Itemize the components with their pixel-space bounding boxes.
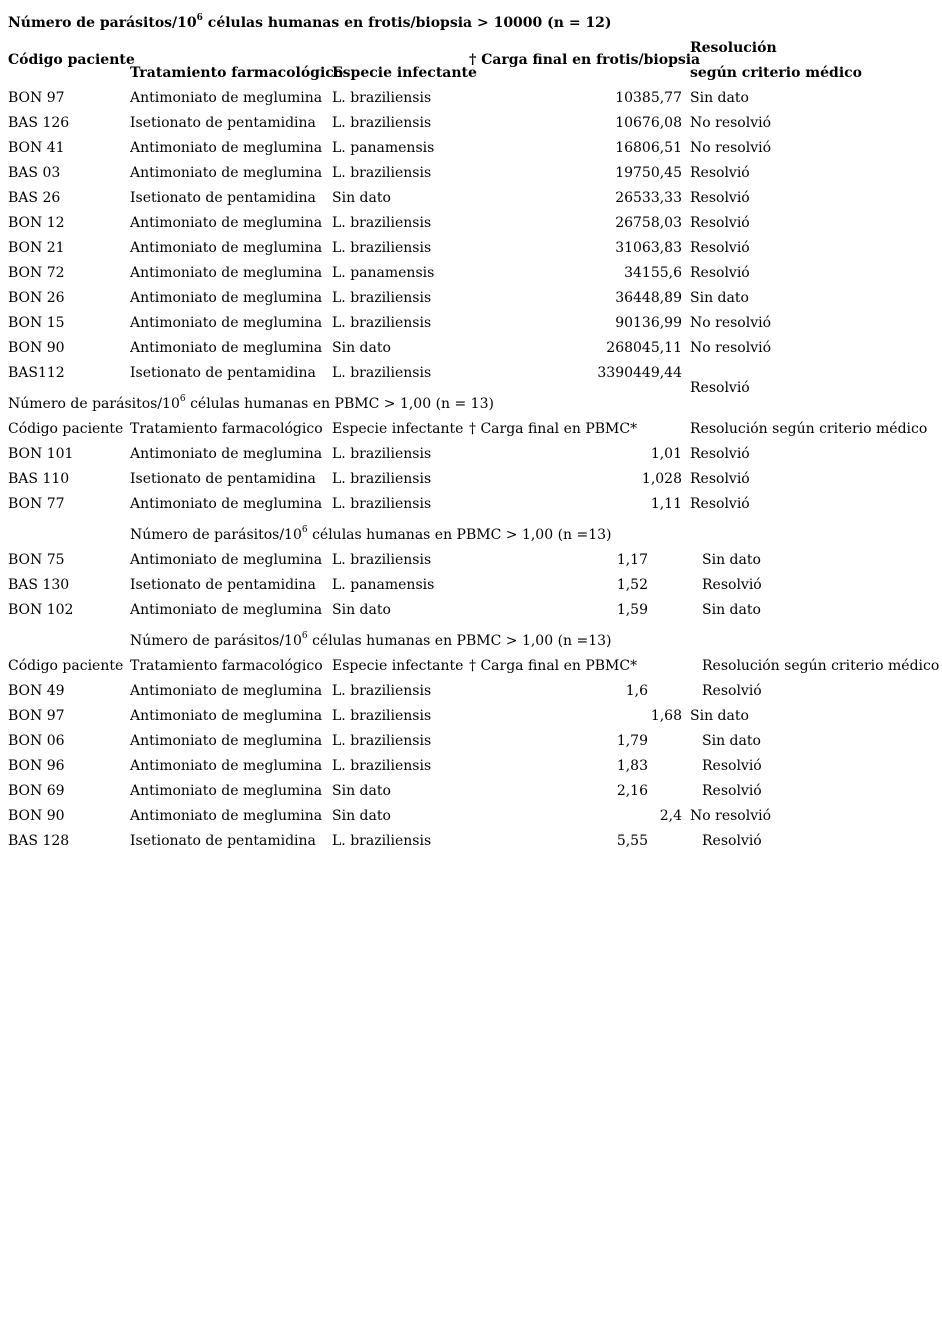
cell-especie: L. panamensis	[332, 577, 435, 593]
cell-tratamiento: Isetionato de pentamidina	[130, 577, 316, 593]
header-resolucion: Resolución según criterio médico	[702, 658, 940, 674]
cell-especie: L. braziliensis	[332, 315, 432, 331]
cell-tratamiento: Antimoniato de meglumina	[130, 165, 323, 181]
cell-codigo: BON 72	[8, 265, 65, 281]
cell-resolucion: No resolvió	[690, 808, 772, 824]
header-tratamiento: Tratamiento farmacológico	[130, 658, 323, 674]
cell-carga: 1,028	[641, 471, 682, 487]
cell-especie: L. panamensis	[332, 265, 435, 281]
cell-tratamiento: Antimoniato de meglumina	[130, 496, 323, 512]
cell-carga: 2,16	[616, 783, 648, 799]
cell-carga: 90136,99	[615, 315, 682, 331]
cell-resolucion: Sin dato	[702, 552, 761, 568]
cell-especie: L. braziliensis	[332, 758, 432, 774]
cell-resolucion: Sin dato	[690, 290, 749, 306]
cell-carga: 36448,89	[615, 290, 682, 306]
header-tratamiento: Tratamiento farmacológico	[130, 65, 344, 81]
cell-carga: 26533,33	[615, 190, 682, 206]
cell-especie: Sin dato	[332, 808, 391, 824]
cell-carga: 1,01	[650, 446, 682, 462]
cell-carga: 31063,83	[615, 240, 682, 256]
cell-carga: 3390449,44	[597, 365, 682, 381]
cell-resolucion: Resolvió	[690, 190, 750, 206]
cell-carga: 10385,77	[615, 90, 682, 106]
cell-codigo: BON 06	[8, 733, 65, 749]
cell-resolucion: Resolvió	[702, 783, 762, 799]
cell-codigo: BON 69	[8, 783, 65, 799]
cell-especie: L. braziliensis	[332, 165, 432, 181]
cell-codigo: BAS 110	[8, 471, 70, 487]
cell-carga: 19750,45	[615, 165, 682, 181]
section-title-pbmc: Número de parásitos/$10^6$ células humanas en PBMC > 1,00 (n = 13)	[8, 394, 494, 412]
cell-resolucion: Resolvió	[690, 215, 750, 231]
section-title-pbmc: Número de parásitos/$10^6$ células humanas en PBMC > 1,00 (n =13)	[130, 631, 612, 649]
cell-codigo: BON 41	[8, 140, 65, 156]
cell-especie: Sin dato	[332, 190, 391, 206]
cell-codigo: BAS 130	[8, 577, 70, 593]
header-especie: Especie infectante	[332, 421, 464, 437]
cell-carga: 5,55	[616, 833, 648, 849]
cell-tratamiento: Antimoniato de meglumina	[130, 140, 323, 156]
header-codigo-paciente: Código paciente	[8, 52, 135, 68]
header-resolucion: Resolución según criterio médico	[690, 421, 928, 437]
cell-tratamiento: Antimoniato de meglumina	[130, 265, 323, 281]
cell-especie: L. braziliensis	[332, 733, 432, 749]
cell-codigo: BON 97	[8, 708, 65, 724]
cell-carga: 1,68	[650, 708, 682, 724]
cell-tratamiento: Antimoniato de meglumina	[130, 240, 323, 256]
cell-resolucion: Resolvió	[690, 240, 750, 256]
cell-codigo: BAS 126	[8, 115, 70, 131]
section-title-pbmc: Número de parásitos/$10^6$ células humanas en PBMC > 1,00 (n =13)	[130, 525, 612, 543]
cell-carga: 1,83	[616, 758, 648, 774]
cell-especie: Sin dato	[332, 340, 391, 356]
header-tratamiento: Tratamiento farmacológico	[130, 421, 323, 437]
cell-resolucion: Sin dato	[690, 708, 749, 724]
cell-codigo: BON 90	[8, 808, 65, 824]
cell-tratamiento: Antimoniato de meglumina	[130, 290, 323, 306]
cell-tratamiento: Antimoniato de meglumina	[130, 683, 323, 699]
cell-carga: 268045,11	[606, 340, 682, 356]
cell-tratamiento: Antimoniato de meglumina	[130, 783, 323, 799]
cell-resolucion: No resolvió	[690, 140, 772, 156]
cell-carga: 16806,51	[615, 140, 682, 156]
cell-resolucion: Resolvió	[690, 471, 750, 487]
cell-codigo: BON 101	[8, 446, 74, 462]
cell-resolucion: Resolvió	[690, 496, 750, 512]
cell-especie: L. braziliensis	[332, 240, 432, 256]
cell-resolucion: Resolvió	[690, 380, 750, 396]
section-title-frotis: Número de parásitos/$10^6$ células humanas en frotis/biopsia > 10000 (n = 12)	[8, 13, 612, 31]
cell-resolucion: Resolvió	[702, 833, 762, 849]
header-especie: Especie infectante	[332, 658, 464, 674]
cell-carga: 10676,08	[615, 115, 682, 131]
cell-especie: L. panamensis	[332, 140, 435, 156]
cell-resolucion: No resolvió	[690, 115, 772, 131]
cell-tratamiento: Isetionato de pentamidina	[130, 115, 316, 131]
cell-codigo: BON 49	[8, 683, 65, 699]
header-carga-final: † Carga final en PBMC*	[469, 658, 638, 674]
cell-codigo: BON 102	[8, 602, 74, 618]
cell-tratamiento: Antimoniato de meglumina	[130, 315, 323, 331]
cell-especie: L. braziliensis	[332, 365, 432, 381]
cell-resolucion: Resolvió	[690, 165, 750, 181]
cell-codigo: BAS 128	[8, 833, 70, 849]
cell-resolucion: No resolvió	[690, 340, 772, 356]
cell-tratamiento: Antimoniato de meglumina	[130, 90, 323, 106]
cell-carga: 2,4	[659, 808, 682, 824]
cell-especie: L. braziliensis	[332, 683, 432, 699]
cell-especie: L. braziliensis	[332, 90, 432, 106]
cell-especie: L. braziliensis	[332, 471, 432, 487]
cell-codigo: BON 26	[8, 290, 65, 306]
cell-carga: 1,17	[616, 552, 648, 568]
cell-especie: L. braziliensis	[332, 552, 432, 568]
cell-resolucion: Sin dato	[702, 733, 761, 749]
cell-especie: L. braziliensis	[332, 446, 432, 462]
cell-carga: 1,11	[650, 496, 682, 512]
header-codigo-paciente: Código paciente	[8, 658, 124, 674]
cell-codigo: BON 97	[8, 90, 65, 106]
cell-especie: L. braziliensis	[332, 833, 432, 849]
cell-tratamiento: Antimoniato de meglumina	[130, 215, 323, 231]
cell-codigo: BON 21	[8, 240, 65, 256]
cell-carga: 34155,6	[624, 265, 682, 281]
cell-especie: Sin dato	[332, 602, 391, 618]
cell-resolucion: Resolvió	[702, 683, 762, 699]
cell-especie: L. braziliensis	[332, 708, 432, 724]
cell-resolucion: Resolvió	[702, 577, 762, 593]
cell-resolucion: Resolvió	[690, 265, 750, 281]
cell-codigo: BON 90	[8, 340, 65, 356]
cell-especie: Sin dato	[332, 783, 391, 799]
cell-tratamiento: Isetionato de pentamidina	[130, 365, 316, 381]
cell-tratamiento: Isetionato de pentamidina	[130, 190, 316, 206]
cell-tratamiento: Antimoniato de meglumina	[130, 602, 323, 618]
cell-codigo: BON 15	[8, 315, 65, 331]
cell-carga: 26758,03	[615, 215, 682, 231]
cell-carga: 1,52	[616, 577, 648, 593]
header-resolucion-line1: Resolución	[690, 40, 777, 56]
cell-tratamiento: Antimoniato de meglumina	[130, 808, 323, 824]
cell-resolucion: Resolvió	[690, 446, 750, 462]
cell-tratamiento: Antimoniato de meglumina	[130, 340, 323, 356]
cell-resolucion: No resolvió	[690, 315, 772, 331]
cell-carga: 1,6	[625, 683, 648, 699]
cell-especie: L. braziliensis	[332, 496, 432, 512]
cell-tratamiento: Antimoniato de meglumina	[130, 733, 323, 749]
cell-tratamiento: Antimoniato de meglumina	[130, 758, 323, 774]
cell-resolucion: Resolvió	[702, 758, 762, 774]
header-especie: Especie infectante	[332, 65, 477, 81]
cell-codigo: BAS112	[8, 365, 65, 381]
cell-tratamiento: Antimoniato de meglumina	[130, 552, 323, 568]
cell-tratamiento: Isetionato de pentamidina	[130, 833, 316, 849]
cell-especie: L. braziliensis	[332, 290, 432, 306]
cell-codigo: BAS 03	[8, 165, 61, 181]
header-carga-final: † Carga final en frotis/biopsia	[469, 52, 701, 68]
cell-codigo: BON 77	[8, 496, 65, 512]
cell-resolucion: Sin dato	[702, 602, 761, 618]
cell-tratamiento: Isetionato de pentamidina	[130, 471, 316, 487]
cell-tratamiento: Antimoniato de meglumina	[130, 708, 323, 724]
header-codigo-paciente: Código paciente	[8, 421, 124, 437]
cell-especie: L. braziliensis	[332, 215, 432, 231]
cell-especie: L. braziliensis	[332, 115, 432, 131]
cell-codigo: BON 75	[8, 552, 65, 568]
header-resolucion-line2: según criterio médico	[690, 65, 862, 81]
cell-codigo: BAS 26	[8, 190, 61, 206]
cell-codigo: BON 12	[8, 215, 65, 231]
cell-resolucion: Sin dato	[690, 90, 749, 106]
cell-carga: 1,79	[616, 733, 648, 749]
cell-tratamiento: Antimoniato de meglumina	[130, 446, 323, 462]
cell-codigo: BON 96	[8, 758, 65, 774]
header-carga-final: † Carga final en PBMC*	[469, 421, 638, 437]
cell-carga: 1,59	[616, 602, 648, 618]
